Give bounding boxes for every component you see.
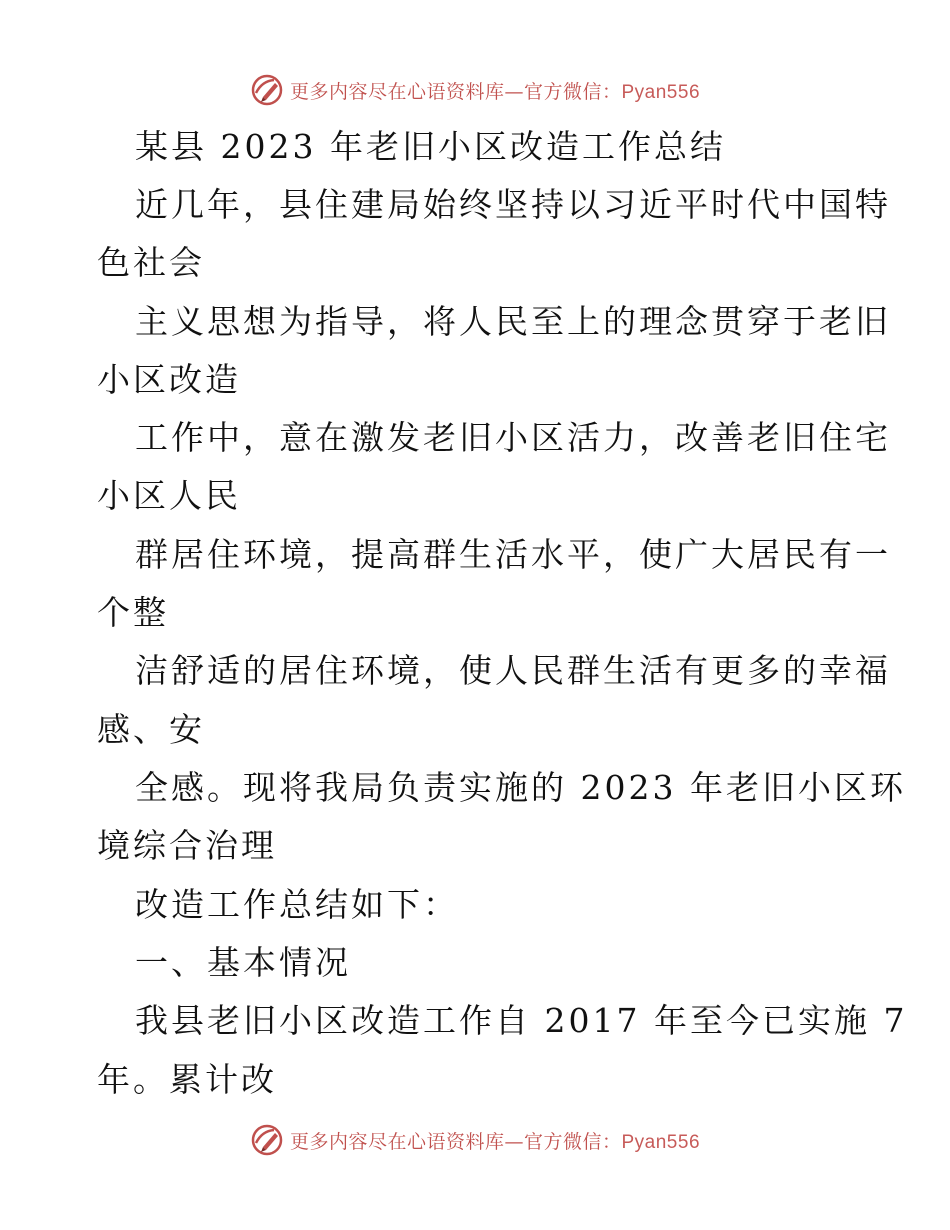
watermark-wechat-id: Pyan556 [621, 1131, 701, 1153]
pen-logo-icon [250, 1123, 284, 1157]
paragraph-line: 洁舒适的居住环境，使人民群生活有更多的幸福 [135, 651, 891, 690]
watermark-site-text: 更多内容尽在心语资料库—官方微信： [289, 1130, 622, 1153]
footer-watermark [0, 1120, 950, 1160]
paragraph-line: 主义思想为指导，将人民至上的理念贯穿于老旧 [135, 302, 891, 341]
paragraph-line: 全感。现将我局负责实施的 2023 年老旧小区环 [135, 768, 906, 807]
paragraph-line: 近几年，县住建局始终坚持以习近平时代中国特 [135, 185, 891, 224]
paragraph-line: 个整 [97, 593, 169, 632]
paragraph-line: 年。累计改 [97, 1060, 277, 1099]
watermark-text [290, 1127, 700, 1154]
document-title: 某县 2023 年老旧小区改造工作总结 [135, 127, 726, 166]
paragraph-line: 境综合治理 [97, 826, 277, 865]
paragraph-line: 小区改造 [97, 360, 241, 399]
watermark-text [290, 77, 700, 104]
section-heading: 一、基本情况 [135, 943, 351, 982]
header-watermark [0, 70, 950, 110]
paragraph-line: 我县老旧小区改造工作自 2017 年至今已实施 7 [135, 1001, 908, 1040]
paragraph-line: 工作中，意在激发老旧小区活力，改善老旧住宅 [135, 418, 891, 457]
paragraph-line: 小区人民 [97, 476, 241, 515]
watermark-wechat-id: Pyan556 [621, 81, 701, 103]
paragraph-line: 改造工作总结如下： [135, 885, 459, 924]
watermark-site-text: 更多内容尽在心语资料库—官方微信： [289, 80, 622, 103]
paragraph-line: 感、安 [97, 710, 205, 749]
paragraph-line: 色社会 [97, 243, 205, 282]
paragraph-line: 群居住环境，提高群生活水平，使广大居民有一 [135, 535, 891, 574]
pen-logo-icon [250, 73, 284, 107]
